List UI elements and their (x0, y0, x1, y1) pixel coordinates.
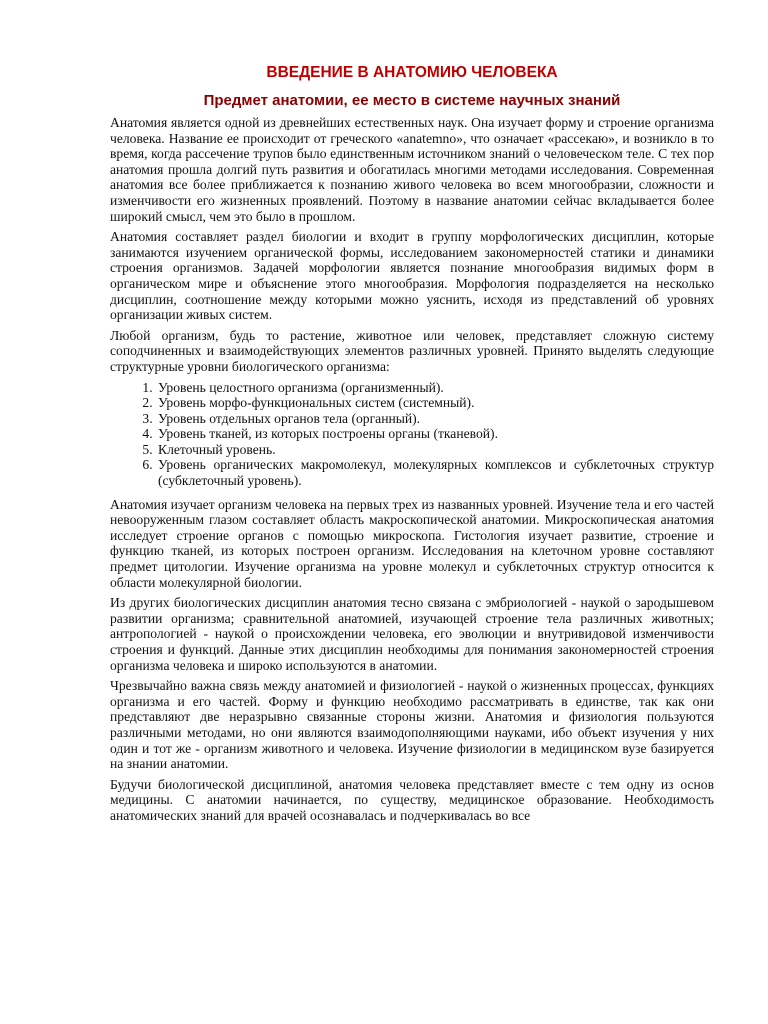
list-item: 2. Уровень морфо-функциональных систем (системный). (156, 395, 714, 411)
list-item: 3. Уровень отдельных органов тела (органный). (156, 411, 714, 427)
document-title: ВВЕДЕНИЕ В АНАТОМИЮ ЧЕЛОВЕКА (266, 64, 558, 81)
document-page (110, 64, 714, 829)
section-subtitle: Предмет анатомии, ее место в системе научных знаний (203, 92, 621, 109)
list-item: 1. Уровень целостного организма (организменный). (156, 380, 714, 396)
list-item: 6. Уровень органических макромолекул, молекулярных комплексов и субклеточных структур (субклеточный уровень). (156, 457, 714, 488)
paragraph-anatomy-levels: Анатомия изучает организм человека на первых трех из названных уровней. Изучение тела и его частей невооруженным глазом составляет область макроскопической анатомии. Микроскопическая анатомия исследует строение органов с помощью микроскопа. Гистология изучает развитие, строение и функцию тканей, из которых построен организм. Исследования на клеточном уровне составляют предмет цитологии. Изучение организма на уровне молекул и субклеточных структур относится к области молекулярной биологии. (110, 496, 714, 590)
paragraph-organization-levels: Любой организм, будь то растение, животное или человек, представляет сложную систему соподчиненных и взаимодействующих элементов различных уровней. Принято выделять следующие структурные уровни биологического организма: (110, 327, 714, 374)
paragraph-morphology: Анатомия составляет раздел биологии и входит в группу морфологических дисциплин, которые занимаются изучением органической формы, исследованием закономерностей статики и динамики строения организмов. Задачей морфологии является познание многообразия видимых форм в органическом мире и объяснение этого многообразия. Морфология подразделяется на несколько дисциплин, соотношение между которыми можно уяснить, исходя из представлений об уровнях организации живых систем. (110, 229, 714, 323)
paragraph-anatomy-definition: Анатомия является одной из древнейших естественных наук. Она изучает форму и строение организма человека. Название ее происходит от греческого «anatemno», что означает «рассекаю», и возникло в то время, когда рассечение трупов было единственным источником знаний о человеческом теле. С тех пор анатомия прошла долгий путь развития и обогатилась многими методами исследования. Современная анатомия все более приближается к познанию живого человека во всем многообразии, сложности и изменчивости его жизненных проявлений. Поэтому в название анатомии сейчас вкладывается более широкий смысл, чем это было в прошлом. (110, 115, 714, 224)
paragraph-related-disciplines: Из других биологических дисциплин анатомия тесно связана с эмбриологией - наукой о зародышевом развитии организма; сравнительной анатомией, изучающей строение тела различных животных; антропологией - наукой о происхождении человека, его эволюции и внутривидовой изменчивости строения и функций. Данные этих дисциплин необходимы для понимания закономерностей строения организма человека и широко используются в анатомии. (110, 595, 714, 673)
paragraph-physiology-link: Чрезвычайно важна связь между анатомией и физиологией - наукой о жизненных процессах, функциях организма и его частей. Форму и функцию необходимо рассматривать в единстве, так как они представляют две неразрывно связанные стороны жизни. Анатомия и физиология пользуются различными методами, но они являются взаимодополняющими науками, ибо объект изучения у них один и тот же - организм животного и человека. Изучение физиологии в медицинском вузе базируется на знании анатомии. (110, 678, 714, 772)
structural-levels-list (110, 380, 714, 489)
list-item: 4. Уровень тканей, из которых построены органы (тканевой). (156, 426, 714, 442)
list-item: 5. Клеточный уровень. (156, 442, 714, 458)
paragraph-medicine-basis: Будучи биологической дисциплиной, анатомия человека представляет вместе с тем одну из основ медицины. С анатомии начинается, по существу, медицинское образование. Необходимость анатомических знаний для врачей осознавалась и подчеркивалась во все (110, 776, 714, 823)
